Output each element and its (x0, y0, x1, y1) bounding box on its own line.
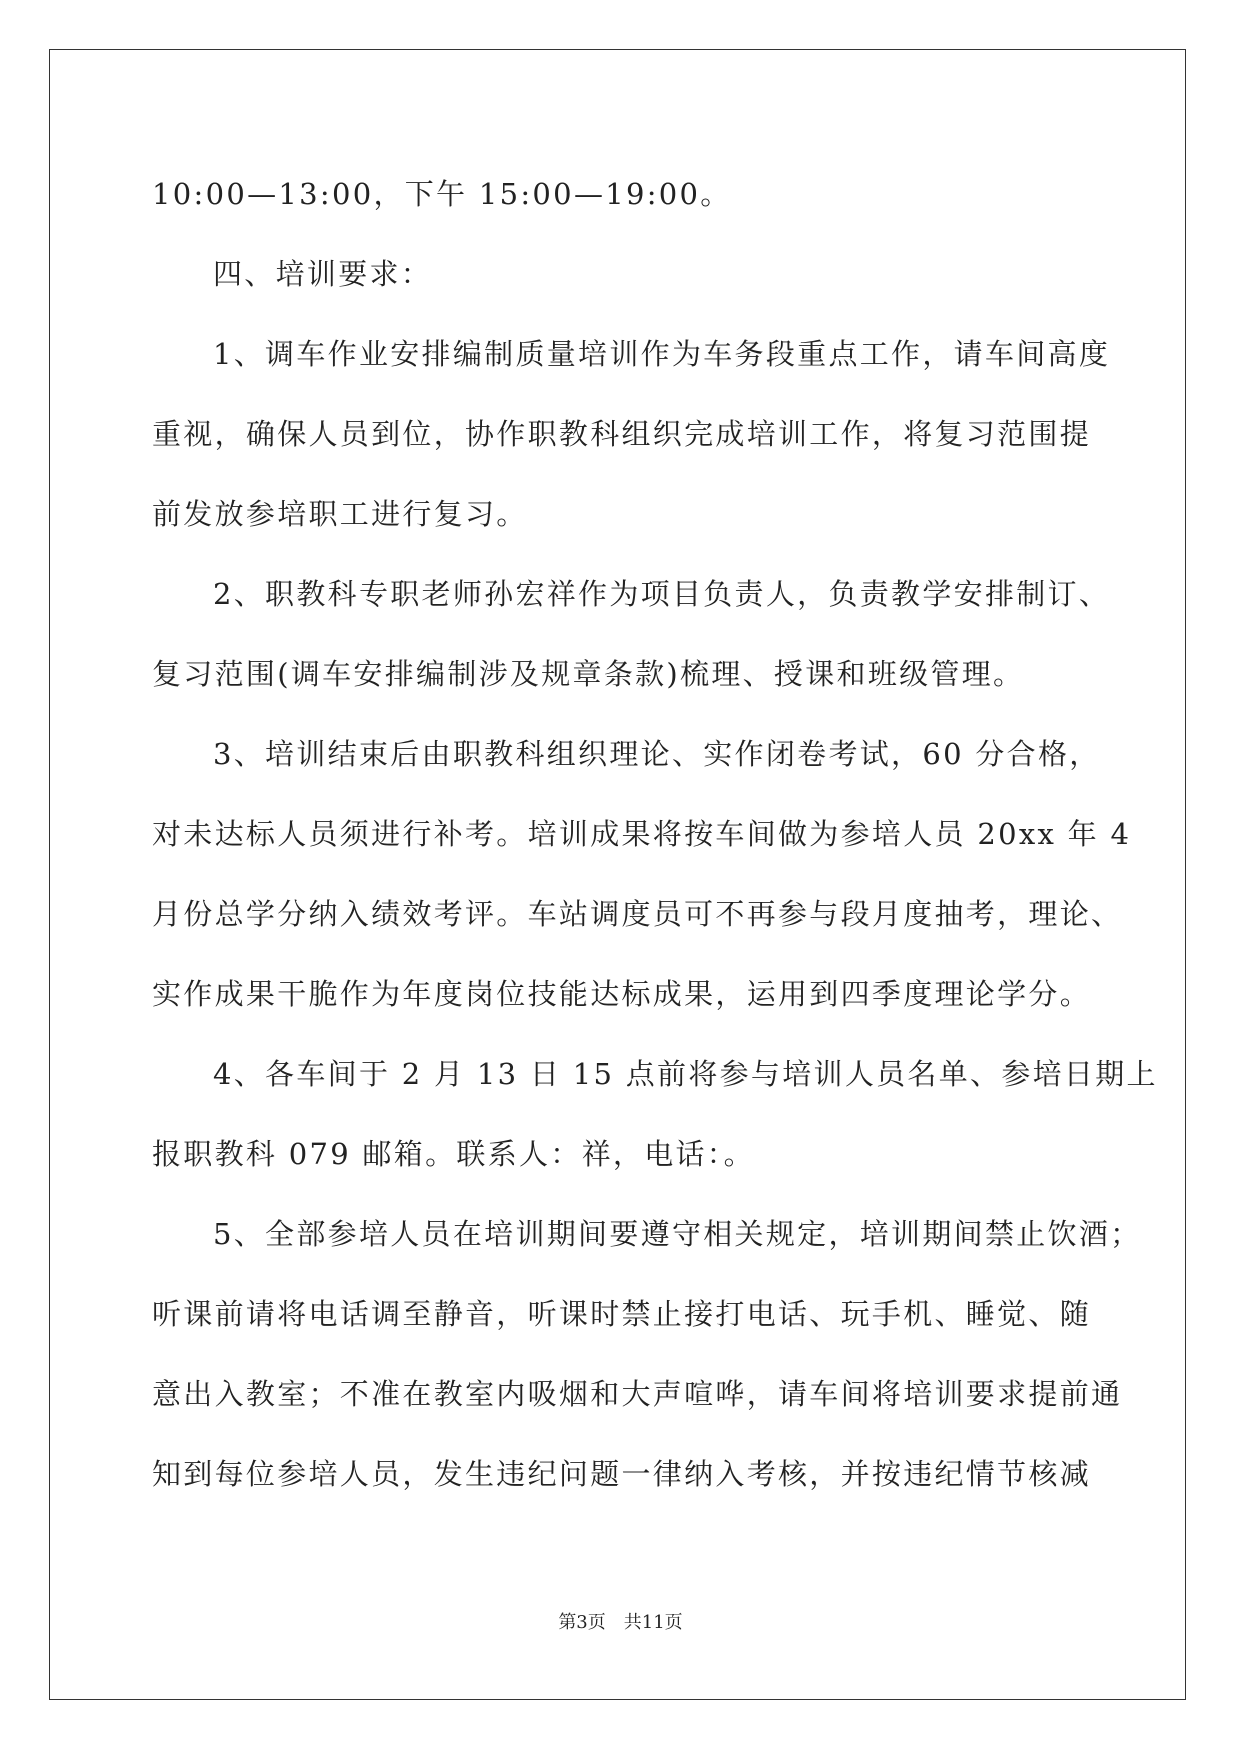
text-line: 2、职教科专职老师孙宏祥作为项目负责人，负责教学安排制订、 (213, 577, 1111, 611)
text-line: 知到每位参培人员，发生违纪问题一律纳入考核，并按违纪情节核减 (152, 1457, 1092, 1491)
text-line: 实作成果干脆作为年度岗位技能达标成果，运用到四季度理论学分。 (152, 977, 1092, 1011)
text-line: 3、培训结束后由职教科组织理论、实作闭卷考试，60 分合格， (213, 737, 1101, 771)
section-heading: 四、培训要求： (213, 257, 433, 291)
text-line: 4、各车间于 2 月 13 日 15 点前将参与培训人员名单、参培日期上 (213, 1057, 1158, 1091)
page-footer (0, 1612, 1241, 1634)
text-line: 报职教科 079 邮箱。联系人：祥，电话：。 (152, 1137, 755, 1171)
page-number: 第3页 (558, 1612, 606, 1633)
page-border (49, 49, 1186, 1700)
text-line: 1、调车作业安排编制质量培训作为车务段重点工作，请车间高度 (213, 337, 1111, 371)
text-line: 意出入教室；不准在教室内吸烟和大声喧哗，请车间将培训要求提前通 (152, 1377, 1123, 1411)
text-line: 5、全部参培人员在培训期间要遵守相关规定，培训期间禁止饮酒； (213, 1217, 1142, 1251)
text-line: 前发放参培职工进行复习。 (152, 497, 528, 531)
text-line: 听课前请将电话调至静音，听课时禁止接打电话、玩手机、睡觉、随 (152, 1297, 1092, 1331)
text-line: 10:00—13:00，下午 15:00—19:00。 (152, 177, 732, 211)
page-total: 共11页 (623, 1612, 683, 1633)
text-line: 重视，确保人员到位，协作职教科组织完成培训工作，将复习范围提 (152, 417, 1092, 451)
text-line: 月份总学分纳入绩效考评。车站调度员可不再参与段月度抽考，理论、 (152, 897, 1123, 931)
text-line: 对未达标人员须进行补考。培训成果将按车间做为参培人员 20xx 年 4 (152, 817, 1132, 851)
text-line: 复习范围(调车安排编制涉及规章条款)梳理、授课和班级管理。 (152, 657, 1025, 691)
